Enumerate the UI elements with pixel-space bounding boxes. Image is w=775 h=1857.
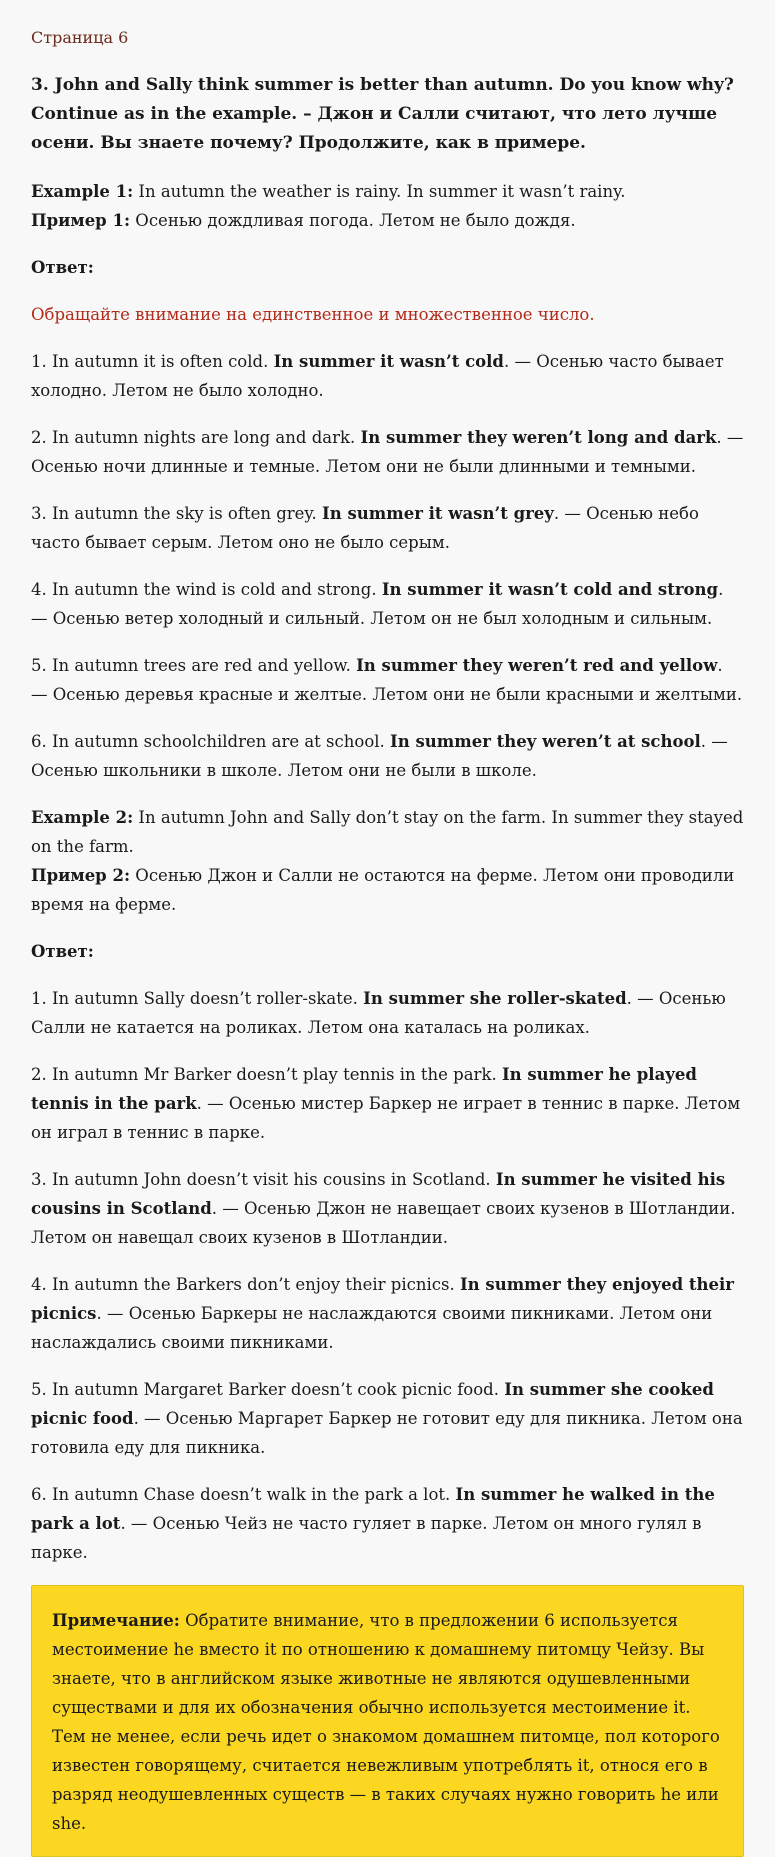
answer-highlight: In summer it wasn’t cold and strong (381, 580, 719, 599)
answer-label: Ответ: (31, 258, 94, 277)
note-label: Примечание: (52, 1611, 180, 1630)
answer-translation: . — Осенью Чейз не часто гуляет в парке. Летом он много гулял в парке. (31, 1514, 702, 1562)
answer-item (31, 1165, 744, 1252)
example-2-text: In autumn John and Sally don’t stay on the farm. In summer they stayed on the farm. (31, 808, 744, 856)
answer-translation: . — Осенью ночи длинные и темные. Летом они не были длинными и темными. (31, 428, 744, 476)
answer-highlight: In summer she roller-skated (363, 989, 627, 1008)
answer-translation: . — Осенью небо часто бывает серым. Летом оно не было серым. (31, 504, 699, 552)
answer-text: 3. In autumn the sky is often grey. (31, 504, 323, 523)
answer-highlight: In summer he walked in the park a lot (31, 1485, 715, 1533)
answer-text: 4. In autumn the Barkers don’t enjoy their picnics. (31, 1275, 460, 1294)
answer-text: 2. In autumn nights are long and dark. (31, 428, 361, 447)
answer-highlight: In summer he visited his cousins in Scotland (31, 1170, 726, 1218)
answer-text: 1. In autumn Sally doesn’t roller-skate. (31, 989, 364, 1008)
answer-highlight: In summer she cooked picnic food (31, 1380, 714, 1428)
answer-translation: . — Осенью ветер холодный и сильный. Летом он не был холодным и сильным. (31, 580, 724, 628)
answer-highlight: In summer they enjoyed their picnics (31, 1275, 734, 1323)
answer-highlight: In summer they weren’t at school (390, 732, 701, 751)
note-text: Обратите внимание, что в предложении 6 используется местоимение he вместо it по отношению к домашнему питомцу Чейзу. Вы знаете, что в английском языке животные не являются одушевленными существами и для их обозначения обычно используется местоимение it. Тем не менее, если речь идет о знакомом домашнем питомце, пол которого известен говорящему, считается невежливым употреблять it, относя его в разряд неодушевленных существ — в таких случаях нужно говорить he или she. (52, 1611, 720, 1833)
answer-item (31, 984, 744, 1042)
note-box (31, 1585, 744, 1857)
answer-translation: . — Осенью Баркеры не наслаждаются своими пикниками. Летом они наслаждались своими пикниками. (31, 1304, 713, 1352)
answer-translation: . — Осенью деревья красные и желтые. Летом они не были красными и желтыми. (31, 656, 743, 704)
answer-text: 6. In autumn schoolchildren are at school. (31, 732, 391, 751)
answer-translation: . — Осенью Салли не катается на роликах. Летом она каталась на роликах. (31, 989, 726, 1037)
answer-text: 2. In autumn Mr Barker doesn’t play tennis in the park. (31, 1065, 502, 1084)
example-1 (31, 177, 744, 235)
answer-text: 3. In autumn John doesn’t visit his cousins in Scotland. (31, 1170, 496, 1189)
answer-item (31, 575, 744, 633)
example-1-ru-label: Пример 1: (31, 211, 131, 230)
example-2-label: Example 2: (31, 808, 134, 827)
example-2 (31, 803, 744, 919)
example-2-ru-text: Осенью Джон и Салли не остаются на ферме. Летом они проводили время на ферме. (31, 866, 735, 914)
example-2-ru-label: Пример 2: (31, 866, 131, 885)
answer-item (31, 1060, 744, 1147)
answer-item (31, 651, 744, 709)
example-1-text: In autumn the weather is rainy. In summer it wasn’t rainy. (133, 182, 626, 201)
answer-translation: . — Осенью школьники в школе. Летом они не были в школе. (31, 732, 728, 780)
page-number-label: Страница 6 (31, 28, 129, 47)
answer-translation: . — Осенью Джон не навещает своих кузенов в Шотландии. Летом он навещал своих кузенов в Шотландии. (31, 1199, 736, 1247)
answer-highlight: In summer it wasn’t grey (322, 504, 554, 523)
example-1-label: Example 1: (31, 182, 134, 201)
answer-item (31, 1270, 744, 1357)
answer-text: 5. In autumn Margaret Barker doesn’t cook picnic food. (31, 1380, 505, 1399)
answer-text: 1. In autumn it is often cold. (31, 352, 274, 371)
answer-highlight: In summer they weren’t long and dark (360, 428, 717, 447)
answer-text: 6. In autumn Chase doesn’t walk in the park a lot. (31, 1485, 456, 1504)
answer-item (31, 727, 744, 785)
answer-translation: . — Осенью Маргарет Баркер не готовит еду для пикника. Летом она готовила еду для пикника. (31, 1409, 743, 1457)
warning-note: Обращайте внимание на единственное и множественное число. (31, 305, 595, 324)
answer-item (31, 347, 744, 405)
answer-highlight: In summer he played tennis in the park (31, 1065, 697, 1113)
answer-translation: . — Осенью часто бывает холодно. Летом не было холодно. (31, 352, 724, 400)
answer-highlight: In summer it wasn’t cold (273, 352, 504, 371)
answer-item (31, 423, 744, 481)
answer-label: Ответ: (31, 942, 94, 961)
task-title: 3. John and Sally think summer is better than autumn. Do you know why? Continue as in the example. – Джон и Салли считают, что лето лучше осени. Вы знаете почему? Продолжите, как в примере. (31, 75, 734, 153)
answer-highlight: In summer they weren’t red and yellow (356, 656, 718, 675)
example-1-ru-text: Осенью дождливая погода. Летом не было дождя. (130, 211, 576, 230)
answer-item (31, 1375, 744, 1462)
answer-item (31, 1480, 744, 1567)
answer-text: 4. In autumn the wind is cold and strong. (31, 580, 382, 599)
answer-translation: . — Осенью мистер Баркер не играет в теннис в парке. Летом он играл в теннис в парке. (31, 1094, 741, 1142)
answer-text: 5. In autumn trees are red and yellow. (31, 656, 357, 675)
answer-item (31, 499, 744, 557)
